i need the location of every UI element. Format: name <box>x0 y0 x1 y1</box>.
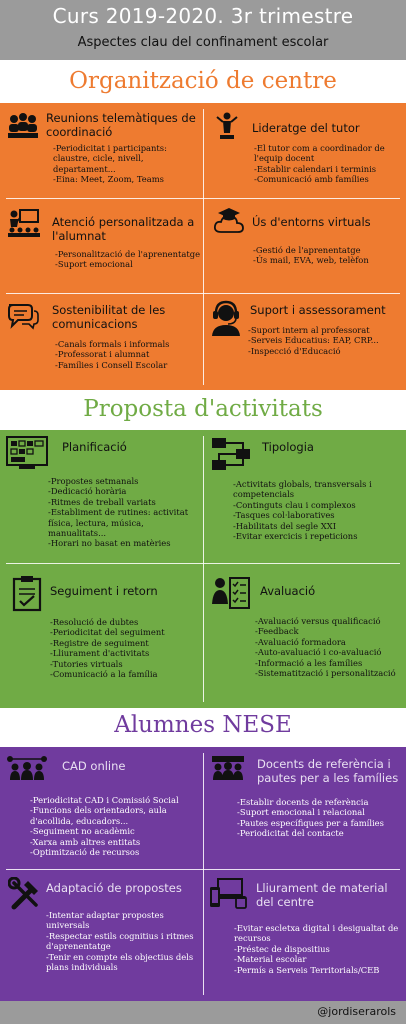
list-item: - Establir docents de referència <box>237 797 405 807</box>
author-credit: @jordiserarols <box>317 1005 396 1018</box>
list-item: - Habilitats del segle XXI <box>233 521 403 531</box>
list-item: - Activitats globals, transversals i competencials <box>233 479 403 500</box>
card-list <box>53 143 201 185</box>
list-item: - Tenir en compte els objectius dels plans individuals <box>46 952 202 973</box>
card-list <box>234 923 404 975</box>
card-title: Sostenibilitat de les comunicacions <box>52 303 166 331</box>
list-item: - Funcions dels orientadors, aula d'acollida, educadors... <box>30 805 202 826</box>
clipboard-icon <box>12 574 42 612</box>
presentation-icon <box>6 208 40 238</box>
card-title: Adaptació de propostes <box>46 881 182 895</box>
divider <box>6 198 400 199</box>
list-item: - Dedicació horària <box>48 486 202 496</box>
list-item: - Gestió de l'aprenentatge <box>253 245 403 255</box>
list-item: - Feedback <box>255 626 403 636</box>
header <box>0 0 406 60</box>
list-item: - Auto-avaluació i co-avaluació <box>255 647 403 657</box>
teacher-group-icon <box>208 755 248 781</box>
panel-activitats <box>0 430 406 708</box>
card-title: Lideratge del tutor <box>252 121 360 135</box>
list-item: - Periodicitat del seguiment <box>50 627 202 637</box>
speech-bubble-icon <box>6 301 40 331</box>
divider <box>6 293 400 294</box>
card-title: Planificació <box>62 440 127 454</box>
list-item: - Seguiment no acadèmic <box>30 826 202 836</box>
list-item: - Tasques col·laboratives <box>233 510 403 520</box>
section-title-activitats: Proposta d'activitats <box>83 396 323 422</box>
workflow-icon <box>211 436 251 472</box>
leader-icon <box>214 111 240 141</box>
section-title-organitzacio: Organització de centre <box>69 68 337 94</box>
list-item: - Avaluació versus qualificació <box>255 616 403 626</box>
list-item: - Periodicitat i participants: claustre, cicle, nivell, departament... <box>53 143 201 174</box>
list-item: - Intentar adaptar propostes universals <box>46 910 202 931</box>
list-item: - El tutor com a coordinador de l'equip docent <box>254 143 404 164</box>
card-title: Lliurament de material del centre <box>256 881 388 909</box>
panel-organitzacio <box>0 103 406 390</box>
card-title: Reunions telemàtiques de coordinació <box>46 111 196 139</box>
list-item: - Préstec de dispositius <box>234 944 404 954</box>
list-item: - Comunicació a la família <box>50 669 202 679</box>
list-item: - Lliurament d'activitats <box>50 648 202 658</box>
planning-board-icon <box>6 436 48 470</box>
network-people-icon <box>6 753 48 781</box>
card-title: Tipologia <box>262 440 314 454</box>
card-list <box>55 339 201 370</box>
card-list <box>233 479 403 541</box>
list-item: - Serveis Educatius: EAP, CRP... <box>248 335 404 345</box>
card-title: Seguiment i retorn <box>50 584 158 598</box>
list-item: - Sistematització i personalització <box>255 668 403 678</box>
tools-icon <box>8 877 42 911</box>
divider <box>6 563 400 564</box>
list-item: - Ritmes de treball variats <box>48 497 202 507</box>
section-title-nese: Alumnes NESE <box>114 712 292 738</box>
list-item: - Suport intern al professorat <box>248 325 404 335</box>
page-title: Curs 2019-2020. 3r trimestre <box>52 4 354 28</box>
list-item: - Suport emocional <box>55 259 201 269</box>
card-list <box>55 249 201 270</box>
list-item: - Eina: Meet, Zoom, Teams <box>53 174 201 184</box>
cloud-graduation-icon <box>212 206 246 236</box>
footer <box>0 1001 406 1024</box>
card-list <box>253 245 403 266</box>
list-item: - Canals formals i informals <box>55 339 201 349</box>
list-item: - Establiment de rutines: activitat física, lectura, música, manualitats... <box>48 507 202 538</box>
meeting-group-icon <box>6 111 40 141</box>
list-item: - Evitar exercicis i repeticions <box>233 531 403 541</box>
list-item: - Xarxa amb altres entitats <box>30 837 202 847</box>
list-item: - Resolució de dubtes <box>50 617 202 627</box>
list-item: - Professorat i alumnat <box>55 349 201 359</box>
card-list <box>46 910 202 972</box>
list-item: - Pautes específiques per a famílies <box>237 818 405 828</box>
card-list <box>255 616 403 678</box>
list-item: - Optimització de recursos <box>30 847 202 857</box>
divider <box>203 436 204 702</box>
divider <box>203 109 204 385</box>
card-title: Avaluació <box>260 584 316 598</box>
card-list <box>237 797 405 839</box>
list-item: - Periodicitat del contacte <box>237 828 405 838</box>
list-item: - Establir calendari i terminis <box>254 164 404 174</box>
list-item: - Respectar estils cognitius i ritmes d'aprenentatge <box>46 931 202 952</box>
list-item: - Personalització de l'aprenentatge <box>55 249 201 259</box>
list-item: - Material escolar <box>234 954 404 964</box>
list-item: - Permís a Serveis Territorials/CEB <box>234 965 404 975</box>
list-item: - Ús mail, EVA, web, telèfon <box>253 255 403 265</box>
checklist-person-icon <box>211 574 251 612</box>
list-item: - Suport emocional i relacional <box>237 807 405 817</box>
list-item: - Informació a les famílies <box>255 658 403 668</box>
list-item: - Evitar escletxa digital i desigualtat de recursos <box>234 923 404 944</box>
card-list <box>50 617 202 679</box>
page-subtitle: Aspectes clau del confinament escolar <box>77 35 329 50</box>
list-item: - Periodicitat CAD i Comissió Social <box>30 795 202 805</box>
card-title: Docents de referència i pautes per a les famílies <box>257 757 399 785</box>
card-list <box>48 476 202 549</box>
card-title: CAD online <box>62 759 126 773</box>
card-list <box>248 325 404 356</box>
card-title: Suport i assessorament <box>250 303 386 317</box>
list-item: - Famílies i Consell Escolar <box>55 360 201 370</box>
divider <box>203 753 204 995</box>
list-item: - Registre de seguiment <box>50 638 202 648</box>
headset-support-icon <box>209 299 243 337</box>
panel-nese <box>0 747 406 1001</box>
list-item: - Continguts clau i complexos <box>233 500 403 510</box>
card-list <box>254 143 404 185</box>
card-title: Ús d'entorns virtuals <box>252 215 371 229</box>
list-item: - Inspecció d'Educació <box>248 346 404 356</box>
list-item: - Propostes setmanals <box>48 476 202 486</box>
card-list <box>30 795 202 857</box>
list-item: - Tutories virtuals <box>50 659 202 669</box>
divider <box>6 869 400 870</box>
devices-icon <box>208 877 248 909</box>
card-title: Atenció personalitzada a l'alumnat <box>52 215 195 243</box>
list-item: - Avaluació formadora <box>255 637 403 647</box>
list-item: - Horari no basat en matèries <box>48 538 202 548</box>
list-item: - Comunicació amb famílies <box>254 174 404 184</box>
